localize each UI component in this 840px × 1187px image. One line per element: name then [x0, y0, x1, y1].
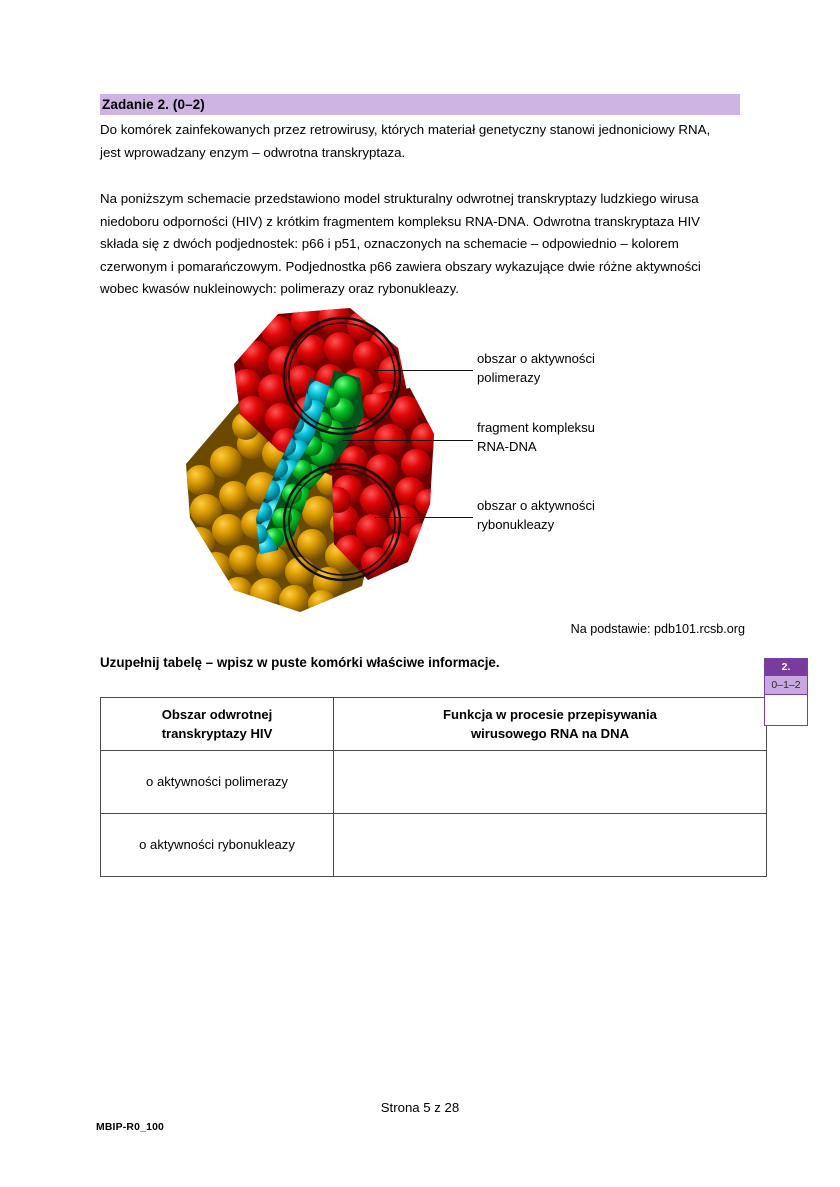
table-header-area-line2: transkryptazy HIV — [161, 726, 273, 741]
task-instruction: Uzupełnij tabelę – wpisz w puste komórki właściwe informacje. — [100, 655, 500, 670]
answer-table — [100, 697, 767, 877]
molecule-space-filling-model — [182, 304, 460, 616]
figure-hiv-reverse-transcriptase — [100, 300, 745, 620]
figure-source-attribution: Na podstawie: pdb101.rcsb.org — [570, 622, 745, 636]
task-paragraph-2: Na poniższym schemacie przedstawiono model strukturalny odwrotnej transkryptazy ludzkiego wirusa niedoboru odporności (HIV) z krótkim fragmentem kompleksu RNA-DNA. Odwrotna transkryptaza HIV składa się z dwóch podjednostek: p66 i p51, oznaczonych na schemacie – odpowiednio – kolorem czerwonym i pomarańczowym. Podjednostka p66 zawiera obszary wykazujące dwie różne aktywności wobec kwasów nukleinowych: polimerazy oraz rybonukleazy. — [100, 191, 701, 297]
score-box — [764, 658, 808, 726]
document-code: MBIP-R0_100 — [96, 1122, 165, 1133]
table-row — [101, 814, 767, 877]
task-paragraph-1: Do komórek zainfekowanych przez retrowirusy, których materiał genetyczny stanowi jednoniciowy RNA, jest wprowadzany enzym – odwrotna transkryptaza. — [100, 122, 711, 160]
table-header-function — [334, 698, 767, 751]
score-box-task-number: 2. — [765, 659, 807, 676]
table-header-area-line1: Obszar odwrotnej — [161, 706, 273, 722]
table-header-function-line2: wirusowego RNA na DNA — [470, 726, 630, 741]
score-box-awarded-field[interactable] — [765, 695, 807, 725]
figure-label-polymerase-line2: polimerazy — [477, 370, 541, 385]
task-header-bar — [100, 94, 740, 115]
score-box-points-range: 0–1–2 — [765, 676, 807, 695]
leader-line-polymerase — [375, 370, 473, 371]
figure-label-ribonuclease-line2: rybonukleazy — [477, 517, 555, 532]
table-row — [101, 751, 767, 814]
table-cell-area-ribonuclease: o aktywności rybonukleazy — [101, 814, 334, 877]
leader-line-ribonuclease — [375, 517, 473, 518]
figure-label-ribonuclease — [477, 496, 595, 534]
leader-line-rna-dna — [343, 440, 473, 441]
task-title: Zadanie 2. (0–2) — [102, 96, 205, 112]
table-header-area — [101, 698, 334, 751]
figure-label-polymerase-line1: obszar o aktywności — [477, 351, 595, 366]
figure-label-ribonuclease-line1: obszar o aktywności — [477, 498, 595, 513]
page-number: Strona 5 z 28 — [380, 1100, 460, 1115]
table-cell-area-polymerase: o aktywności polimerazy — [101, 751, 334, 814]
figure-label-polymerase — [477, 349, 595, 387]
table-header-function-line1: Funkcja w procesie przepisywania — [443, 706, 657, 722]
answer-cell-polymerase[interactable] — [334, 751, 767, 814]
answer-cell-ribonuclease[interactable] — [334, 814, 767, 877]
table-header-row — [101, 698, 767, 751]
figure-label-rna-dna-line2: RNA-DNA — [477, 439, 537, 454]
figure-label-rna-dna — [477, 418, 595, 456]
figure-label-rna-dna-line1: fragment kompleksu — [477, 420, 595, 435]
